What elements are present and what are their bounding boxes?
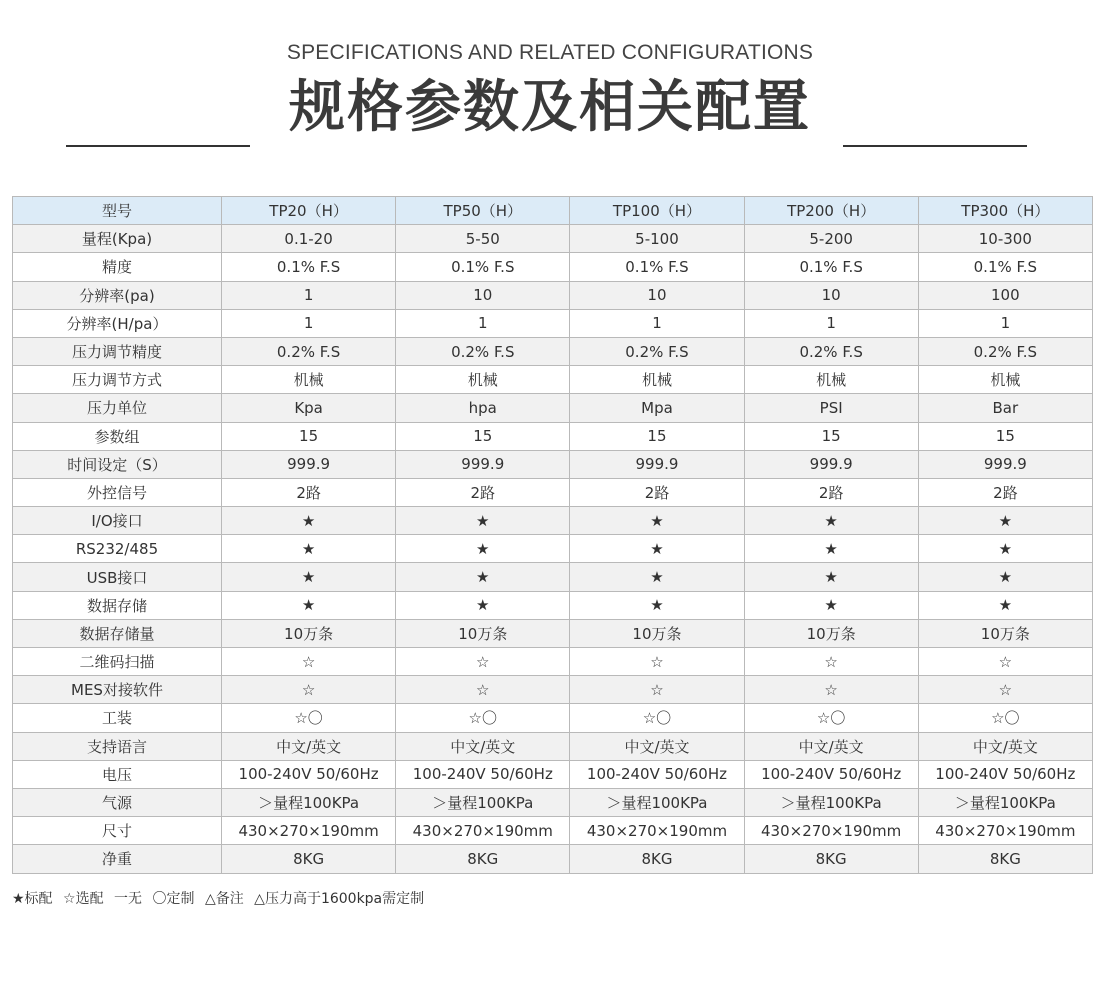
column-header-model-label: 型号 [13, 197, 222, 225]
table-cell: 机械 [396, 366, 570, 394]
table-cell: ＞量程100KPa [570, 788, 744, 816]
table-cell: 1 [222, 309, 396, 337]
table-cell: 15 [744, 422, 918, 450]
table-body [13, 225, 1093, 873]
table-cell: ★ [744, 507, 918, 535]
table-row [13, 563, 1093, 591]
table-cell: Bar [918, 394, 1092, 422]
table-row [13, 760, 1093, 788]
table-cell: 0.2% F.S [744, 337, 918, 365]
table-row [13, 845, 1093, 873]
table-cell: ☆ [744, 648, 918, 676]
row-label: 分辨率(pa) [13, 281, 222, 309]
table-cell: ★ [918, 591, 1092, 619]
column-header-model: TP20（H） [222, 197, 396, 225]
table-cell: ★ [744, 563, 918, 591]
table-cell: 10万条 [570, 619, 744, 647]
table-cell: 8KG [570, 845, 744, 873]
legend-remark: △备注 [204, 891, 244, 907]
table-row [13, 676, 1093, 704]
table-cell: 2路 [222, 478, 396, 506]
table-cell: 机械 [222, 366, 396, 394]
table-cell: ★ [396, 563, 570, 591]
table-cell: 0.1% F.S [744, 253, 918, 281]
title-divider-right [843, 145, 1027, 147]
row-label: 压力单位 [13, 394, 222, 422]
table-cell: 0.2% F.S [918, 337, 1092, 365]
page-title: 规格参数及相关配置 [289, 75, 811, 140]
header [0, 38, 1100, 150]
table-row [13, 648, 1093, 676]
table-cell: 机械 [918, 366, 1092, 394]
table-cell: 1 [222, 281, 396, 309]
table-cell: 1 [396, 309, 570, 337]
table-cell: 100-240V 50/60Hz [744, 760, 918, 788]
table-row [13, 732, 1093, 760]
table-cell: 430×270×190mm [918, 817, 1092, 845]
table-cell: ★ [918, 535, 1092, 563]
table-cell: 5-200 [744, 225, 918, 253]
row-label: 外控信号 [13, 478, 222, 506]
table-cell: 1 [918, 309, 1092, 337]
table-cell: 430×270×190mm [396, 817, 570, 845]
table-cell: 2路 [570, 478, 744, 506]
table-cell: 0.1-20 [222, 225, 396, 253]
table-cell: 5-50 [396, 225, 570, 253]
table-cell: 0.2% F.S [570, 337, 744, 365]
table-cell: ☆ [918, 648, 1092, 676]
legend-optional: ☆选配 [63, 891, 104, 907]
table-row [13, 309, 1093, 337]
table-cell: ☆〇 [396, 704, 570, 732]
table-cell: ★ [222, 591, 396, 619]
table-cell: 10万条 [918, 619, 1092, 647]
table-header-row [13, 197, 1093, 225]
table-cell: ★ [918, 563, 1092, 591]
table-row [13, 422, 1093, 450]
table-cell: ★ [570, 591, 744, 619]
table-cell: ☆ [396, 676, 570, 704]
table-row [13, 281, 1093, 309]
table-cell: 0.1% F.S [570, 253, 744, 281]
table-cell: 0.2% F.S [396, 337, 570, 365]
table-cell: 999.9 [744, 450, 918, 478]
table-cell: 1 [570, 309, 744, 337]
table-row [13, 253, 1093, 281]
row-label: 精度 [13, 253, 222, 281]
table-cell: ★ [222, 535, 396, 563]
column-header-model: TP100（H） [570, 197, 744, 225]
table-row [13, 817, 1093, 845]
column-header-model: TP50（H） [396, 197, 570, 225]
row-label: MES对接软件 [13, 676, 222, 704]
table-cell: PSI [744, 394, 918, 422]
legend-pressure-note: △压力高于1600kpa需定制 [254, 891, 425, 907]
table-cell: 430×270×190mm [570, 817, 744, 845]
table-cell: 15 [570, 422, 744, 450]
table-cell: hpa [396, 394, 570, 422]
table-cell: 10-300 [918, 225, 1092, 253]
table-cell: 机械 [744, 366, 918, 394]
table-cell: 中文/英文 [396, 732, 570, 760]
table-cell: 999.9 [918, 450, 1092, 478]
table-cell: 15 [222, 422, 396, 450]
table-cell: ☆〇 [918, 704, 1092, 732]
table-cell: 100-240V 50/60Hz [570, 760, 744, 788]
table-cell: ☆ [918, 676, 1092, 704]
row-label: 气源 [13, 788, 222, 816]
table-cell: 0.2% F.S [222, 337, 396, 365]
table-row [13, 704, 1093, 732]
table-cell: 2路 [744, 478, 918, 506]
table-row [13, 535, 1093, 563]
table-cell: 5-100 [570, 225, 744, 253]
table-cell: ☆ [222, 676, 396, 704]
table-cell: 430×270×190mm [222, 817, 396, 845]
row-label: 数据存储 [13, 591, 222, 619]
row-label: 净重 [13, 845, 222, 873]
row-label: 参数组 [13, 422, 222, 450]
table-row [13, 366, 1093, 394]
row-label: I/O接口 [13, 507, 222, 535]
row-label: 压力调节精度 [13, 337, 222, 365]
row-label: 量程(Kpa) [13, 225, 222, 253]
table-cell: 10 [396, 281, 570, 309]
table-cell: ☆ [396, 648, 570, 676]
legend-note [12, 888, 430, 908]
table-cell: 10万条 [396, 619, 570, 647]
table-cell: ★ [744, 591, 918, 619]
legend-custom: 〇定制 [152, 891, 195, 907]
table-cell: 中文/英文 [570, 732, 744, 760]
table-cell: 8KG [222, 845, 396, 873]
table-cell: ☆〇 [570, 704, 744, 732]
table-cell: ☆ [570, 648, 744, 676]
table-cell: 100-240V 50/60Hz [222, 760, 396, 788]
table-cell: ☆ [222, 648, 396, 676]
row-label: 二维码扫描 [13, 648, 222, 676]
row-label: 工装 [13, 704, 222, 732]
table-cell: ＞量程100KPa [396, 788, 570, 816]
table-cell: 8KG [918, 845, 1092, 873]
row-label: 数据存储量 [13, 619, 222, 647]
table-cell: 999.9 [570, 450, 744, 478]
table-cell: 中文/英文 [744, 732, 918, 760]
table-cell: Mpa [570, 394, 744, 422]
table-row [13, 450, 1093, 478]
table-cell: 0.1% F.S [222, 253, 396, 281]
table-cell: ＞量程100KPa [744, 788, 918, 816]
table-row [13, 788, 1093, 816]
row-label: 支持语言 [13, 732, 222, 760]
row-label: 电压 [13, 760, 222, 788]
table-cell: 100-240V 50/60Hz [396, 760, 570, 788]
table-cell: 2路 [396, 478, 570, 506]
page-subtitle: SPECIFICATIONS AND RELATED CONFIGURATIONS [286, 41, 814, 64]
table-cell: 999.9 [396, 450, 570, 478]
row-label: USB接口 [13, 563, 222, 591]
row-label: 尺寸 [13, 817, 222, 845]
table-cell: ☆〇 [222, 704, 396, 732]
table-cell: 中文/英文 [222, 732, 396, 760]
row-label: 分辨率(H/pa） [13, 309, 222, 337]
table-cell: 10 [744, 281, 918, 309]
table-cell: 8KG [744, 845, 918, 873]
table-row [13, 619, 1093, 647]
column-header-model: TP300（H） [918, 197, 1092, 225]
table-cell: ☆〇 [744, 704, 918, 732]
table-cell: ★ [222, 507, 396, 535]
table-cell: ＞量程100KPa [918, 788, 1092, 816]
table-cell: 430×270×190mm [744, 817, 918, 845]
table-row [13, 507, 1093, 535]
table-cell: ★ [396, 591, 570, 619]
table-cell: 中文/英文 [918, 732, 1092, 760]
table-cell: ★ [918, 507, 1092, 535]
table-cell: ★ [744, 535, 918, 563]
table-row [13, 337, 1093, 365]
table-row [13, 394, 1093, 422]
table-cell: ＞量程100KPa [222, 788, 396, 816]
table-cell: 10 [570, 281, 744, 309]
table-cell: ★ [222, 563, 396, 591]
table-cell: ☆ [570, 676, 744, 704]
table-cell: 1 [744, 309, 918, 337]
row-label: 压力调节方式 [13, 366, 222, 394]
table-row [13, 225, 1093, 253]
table-cell: 8KG [396, 845, 570, 873]
table-cell: 10万条 [744, 619, 918, 647]
title-row [0, 70, 1100, 150]
row-label: RS232/485 [13, 535, 222, 563]
table-cell: 100-240V 50/60Hz [918, 760, 1092, 788]
legend-standard: ★标配 [12, 891, 53, 907]
table-cell: ★ [396, 535, 570, 563]
table-cell: ★ [396, 507, 570, 535]
table-cell: 15 [918, 422, 1092, 450]
table-cell: 100 [918, 281, 1092, 309]
table-cell: 15 [396, 422, 570, 450]
table-cell: 10万条 [222, 619, 396, 647]
column-header-model: TP200（H） [744, 197, 918, 225]
table-cell: 999.9 [222, 450, 396, 478]
table-cell: 0.1% F.S [918, 253, 1092, 281]
table-cell: ★ [570, 535, 744, 563]
table-cell: ★ [570, 507, 744, 535]
table-cell: 2路 [918, 478, 1092, 506]
legend-none: 一无 [114, 891, 143, 907]
table-row [13, 478, 1093, 506]
table-row [13, 591, 1093, 619]
table-cell: 机械 [570, 366, 744, 394]
table-cell: 0.1% F.S [396, 253, 570, 281]
spec-table [12, 196, 1093, 874]
table-cell: Kpa [222, 394, 396, 422]
row-label: 时间设定（S） [13, 450, 222, 478]
table-cell: ★ [570, 563, 744, 591]
table-cell: ☆ [744, 676, 918, 704]
